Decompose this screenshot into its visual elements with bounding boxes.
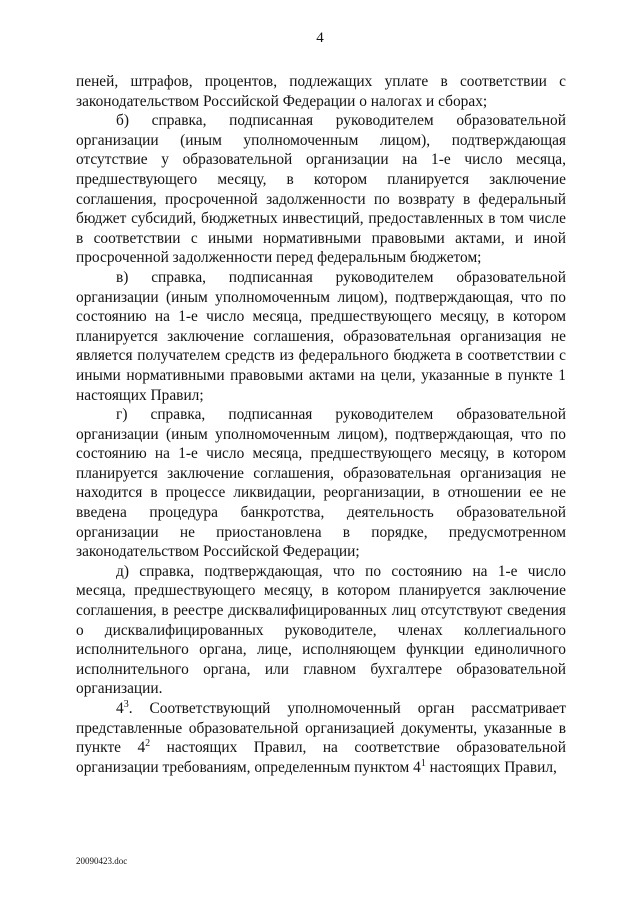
page-number: 4 [316, 30, 324, 46]
reference-superscript-1: 1 [420, 757, 426, 769]
clause-superscript: 3 [123, 699, 129, 710]
paragraph-clause-4-3 [76, 699, 566, 777]
clause-text-part-1: . Соответствующий уполномоченный орган рассматривает представленные образовательной организацией документы, указанные в пункте 4 [76, 700, 566, 757]
paragraph-item-b: б) справка, подписанная руководителем образовательной организации (иным уполномоченным лицом), подтверждающая отсутствие у образовательной организации на 1-е число месяца, предшествующего месяцу, в котором планируется заключение соглашения, просроченной задолженности по возврату в федеральный бюджет субсидий, бюджетных инвестиций, предоставленных в том числе в соответствии с иными нормативными правовыми актами, и иной просроченной задолженности перед федеральным бюджетом; [76, 112, 566, 267]
clause-text-part-2: настоящих Правил, на соответствие образовательной организации требованиям, определенным пунктом 4 [76, 739, 566, 776]
clause-text-part-3: настоящих Правил, [425, 758, 557, 776]
clause-number: 4 [116, 700, 124, 717]
document-body [76, 72, 566, 777]
paragraph-item-g: г) справка, подписанная руководителем образовательной организации (иным уполномоченным лицом), подтверждающая, что по состоянию на 1-е число месяца, предшествующего месяцу, в котором планируется заключение соглашения, образовательная организация не находится в процессе ликвидации, реорганизации, в отношении ее не введена процедура банкротства, деятельность образовательной организации не приостановлена в порядке, предусмотренном законодательством Российской Федерации; [76, 406, 566, 561]
paragraph-item-d: д) справка, подтверждающая, что по состоянию на 1-е число месяца, предшествующего месяцу, в котором планируется заключение соглашения, в реестре дисквалифицированных лиц отсутствуют сведения о дисквалифицированных руководителе, членах коллегиального исполнительного органа, лице, исполняющем функции единоличного исполнительного органа, или главном бухгалтере образовательной организации. [76, 562, 566, 698]
paragraph-item-v: в) справка, подписанная руководителем образовательной организации (иным уполномоченным лицом), подтверждающая, что по состоянию на 1-е число месяца, предшествующего месяцу, в котором планируется заключение соглашения, образовательная организация не является получателем средств из федерального бюджета в соответствии с иными нормативными правовыми актами на цели, указанные в пункте 1 настоящих Правил; [76, 268, 566, 404]
paragraph-continuation: пеней, штрафов, процентов, подлежащих уплате в соответствии с законодательством Российской Федерации о налогах и сборах; [76, 73, 566, 110]
reference-superscript-2: 2 [145, 738, 151, 750]
footer-filename: 20090423.doc [76, 856, 128, 866]
